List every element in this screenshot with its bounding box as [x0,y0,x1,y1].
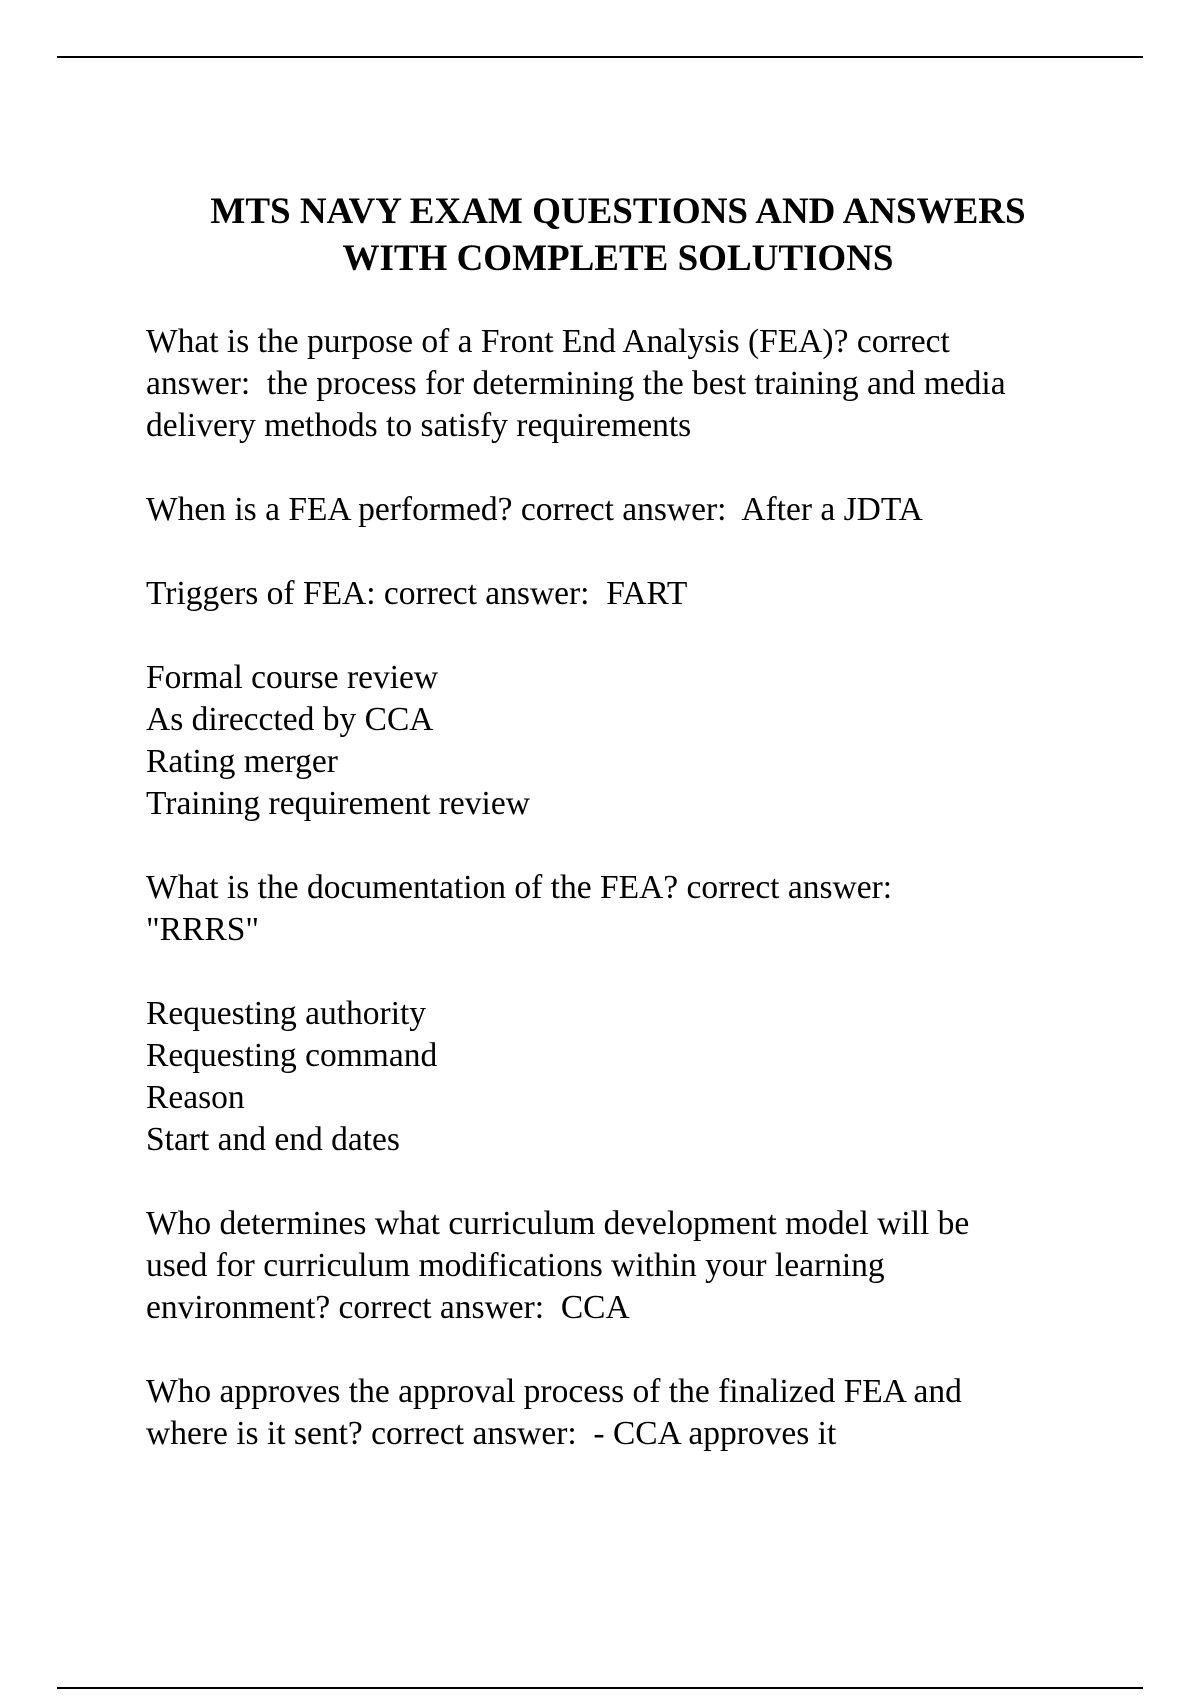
text-line: environment? correct answer: CCA [146,1289,630,1326]
list-item: Formal course review [146,659,439,696]
text-line: answer: the process for determining the best training and media [146,365,1006,402]
text-line: What is the purpose of a Front End Analysis (FEA)? correct [146,323,950,360]
document-body [146,321,1146,1497]
qa-block-fea-purpose [146,321,1146,447]
title-line-1: MTS NAVY EXAM QUESTIONS AND ANSWERS [210,191,1026,232]
list-item: As direccted by CCA [146,701,434,738]
list-item: Requesting command [146,1037,438,1074]
qa-block-fea-triggers [146,573,1146,615]
qa-block-curriculum-model [146,1203,1146,1329]
list-item: Reason [146,1079,245,1116]
text-line: Triggers of FEA: correct answer: FART [146,575,688,612]
text-line: where is it sent? correct answer: - CCA approves it [146,1415,837,1452]
bottom-divider [57,1687,1143,1689]
top-divider [57,56,1143,58]
qa-block-fea-approval [146,1371,1146,1455]
text-line: What is the documentation of the FEA? correct answer: [146,869,893,906]
qa-block-fea-documentation [146,867,1146,951]
list-block-fart [146,657,1146,825]
text-line: used for curriculum modifications within your learning [146,1247,885,1284]
text-line: delivery methods to satisfy requirements [146,407,692,444]
document-title [0,188,1200,282]
qa-block-fea-when [146,489,1146,531]
list-block-rrrs [146,993,1146,1161]
list-item: Requesting authority [146,995,427,1032]
text-line: When is a FEA performed? correct answer: After a JDTA [146,491,923,528]
text-line: Who approves the approval process of the finalized FEA and [146,1373,962,1410]
text-line: Who determines what curriculum development model will be [146,1205,970,1242]
title-line-2: WITH COMPLETE SOLUTIONS [342,238,894,279]
list-item: Start and end dates [146,1121,400,1158]
list-item: Rating merger [146,743,338,780]
text-line: "RRRS" [146,911,260,948]
list-item: Training requirement review [146,785,530,822]
